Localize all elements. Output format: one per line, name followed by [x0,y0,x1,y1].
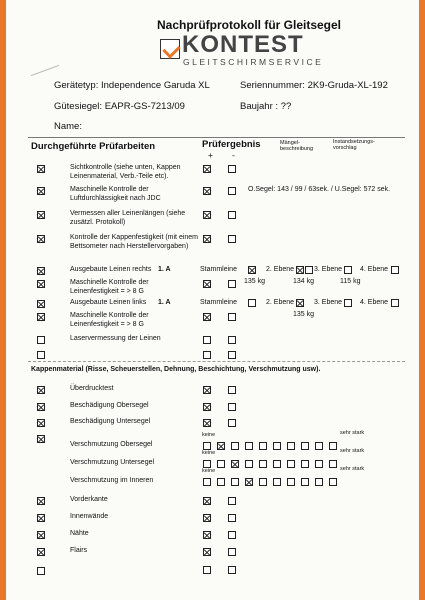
strength-left-label: Maschinelle Kontrolle der Leinenfestigkeit = > 8 G [70,312,149,328]
kappe-plus[interactable] [203,386,211,394]
kappe-label: Überdrucktest [70,385,114,392]
scale-checkbox[interactable] [315,442,323,450]
column-arbeiten: Durchgeführte Prüfarbeiten [31,141,156,152]
ebene3-check[interactable] [344,266,352,274]
strength-right-minus[interactable] [228,280,236,288]
ebene4-label: 4. Ebene [360,299,389,306]
scale-checkbox[interactable] [329,460,337,468]
kg-value: 115 kg [340,278,361,285]
bottom-minus[interactable] [228,531,236,539]
bottom-check[interactable] [37,514,45,522]
strength-left-check[interactable] [37,313,45,321]
check-sicht-left[interactable] [37,165,45,173]
scale-checkbox[interactable] [203,442,211,450]
check-kappe-plus[interactable] [203,235,211,243]
bottom-plus[interactable] [203,566,211,574]
geraetetyp: Gerätetyp: Independence Garuda XL [54,80,210,91]
scale-keine: keine [202,468,216,474]
ebene2-check[interactable] [296,266,304,274]
scale-checkbox[interactable] [231,460,239,468]
bottom-check[interactable] [37,548,45,556]
bottom-plus[interactable] [203,548,211,556]
stammleine-check[interactable] [248,299,256,307]
strength-right-plus[interactable] [203,280,211,288]
scale-checkbox[interactable] [245,478,253,486]
scale-keine: keine [202,432,216,438]
column-plus: + [208,150,213,160]
column-ergebnis: Prüfergebnis [202,139,261,150]
bottom-label: Vorderkante [70,496,108,503]
check-label: Maschinelle Kontrolle der Luftdurchlässigkeit nach JDC [70,186,161,202]
kontest-logo-icon [160,39,180,59]
check-kappe-left[interactable] [37,235,45,243]
check-verm-left[interactable] [37,211,45,219]
strength-right-check[interactable] [37,280,45,288]
scale-checkbox[interactable] [329,478,337,486]
lines-left-label: Ausgebaute Leinen links [70,299,147,306]
divider [28,137,405,138]
kg-value: 135 kg [293,311,315,318]
seriennummer: Seriennummer: 2K9-Gruda-XL-192 [240,80,388,91]
ebene3-label: 3. Ebene [314,266,343,273]
scale-checkbox[interactable] [217,442,225,450]
stammleine-check[interactable] [248,266,256,274]
bottom-label: Innenwände [70,513,109,520]
scale-checkbox[interactable] [203,478,211,486]
check-kappe-minus[interactable] [228,235,236,243]
verschmutzung-check[interactable] [37,435,45,443]
check-sicht-plus[interactable] [203,165,211,173]
strength-right-label: Maschinelle Kontrolle der Leinenfestigkeit = > 8 G [70,279,149,295]
check-luft-minus[interactable] [228,187,236,195]
scale-checkbox[interactable] [315,478,323,486]
kappe-check[interactable] [37,419,45,427]
bottom-minus[interactable] [228,548,236,556]
check-label: Vermessen aller Leinenlängen (siehe zusätzl. Protokoll) [70,210,186,226]
check-verm-minus[interactable] [228,211,236,219]
scale-checkbox[interactable] [301,460,309,468]
scale-checkbox[interactable] [203,460,211,468]
laser-label: Laservermessung der Leinen [70,335,161,342]
column-minus: - [232,150,235,160]
kappe-label: Beschädigung Untersegel [70,418,151,425]
scale-checkbox[interactable] [273,460,281,468]
lines-right-label: Ausgebaute Leinen rechts [70,266,152,273]
scale-row-label: Verschmutzung im Inneren [70,477,154,484]
scale-checkbox[interactable] [231,442,239,450]
bottom-label: Nähte [70,530,89,537]
check-sicht-minus[interactable] [228,165,236,173]
ebene2-check-b[interactable] [305,266,313,274]
column-maengel: Mängel- beschreibung [280,140,314,152]
empty-check[interactable] [37,351,45,359]
strength-left-plus[interactable] [203,313,211,321]
kappe-plus[interactable] [203,419,211,427]
scale-checkbox[interactable] [217,460,225,468]
brand-name: KONTEST [182,31,304,58]
check-luft-plus[interactable] [203,187,211,195]
scale-checkbox[interactable] [315,460,323,468]
kappe-minus[interactable] [228,419,236,427]
scale-sehr-stark: sehr stark [340,430,365,436]
check-label: Kontrolle der Kappenfestigkeit (mit einem Bettsometer nach Herstellervorgaben) [70,234,199,250]
bottom-minus[interactable] [228,514,236,522]
scale-checkbox[interactable] [259,478,267,486]
empty-minus[interactable] [228,351,236,359]
ebene2-check[interactable] [296,299,304,307]
bottom-minus[interactable] [228,497,236,505]
bottom-check[interactable] [37,567,45,575]
laser-minus[interactable] [228,336,236,344]
kappe-heading: Kappenmaterial (Risse, Scheuerstellen, Dehnung, Beschichtung, Verschmutzung usw). [31,366,321,373]
scale-checkbox[interactable] [287,460,295,468]
ebene4-check[interactable] [391,299,399,307]
kappe-label: Beschädigung Obersegel [70,402,149,409]
luft-note: O.Segel: 143 / 99 / 63sek. / U.Segel: 572 sek. [248,186,391,193]
scale-sehr-stark: sehr stark [340,466,365,472]
stammleine-label: Stammleine [200,299,237,306]
laser-plus[interactable] [203,336,211,344]
check-label: Sichtkontrolle (siehe unten, Kappen Leinenmaterial, Verb.-Teile etc). [70,164,181,180]
scale-checkbox[interactable] [231,478,239,486]
kg-value: 134 kg [293,278,315,285]
baujahr: Baujahr : ?? [240,101,292,112]
scale-checkbox[interactable] [287,478,295,486]
brand-subtitle: GLEITSCHIRMSERVICE [183,57,324,67]
column-instand: Instandsetzungs- vorschlag [333,139,375,151]
scale-checkbox[interactable] [273,442,281,450]
scale-checkbox[interactable] [301,478,309,486]
check-luft-left[interactable] [37,187,45,195]
empty-plus[interactable] [203,351,211,359]
ebene3-check[interactable] [344,299,352,307]
scale-row-label: Verschmutzung Untersegel [70,459,155,466]
lines-right-ebene: 1. A [158,266,171,273]
check-verm-plus[interactable] [203,211,211,219]
guetesiegel: Gütesiegel: EAPR-GS-7213/09 [54,101,185,112]
ebene3-label: 3. Ebene [314,299,343,306]
bottom-plus[interactable] [203,531,211,539]
bottom-check[interactable] [37,531,45,539]
document-title: Nachprüfprotokoll für Gleitsegel [157,18,342,32]
bottom-label: Flairs [70,547,88,554]
name-label: Name: [54,121,82,132]
scale-checkbox[interactable] [287,442,295,450]
kappe-check[interactable] [37,386,45,394]
scale-checkbox[interactable] [301,442,309,450]
ebene4-label: 4. Ebene [360,266,389,273]
bottom-check[interactable] [37,497,45,505]
kappe-minus[interactable] [228,403,236,411]
bottom-plus[interactable] [203,514,211,522]
scale-checkbox[interactable] [273,478,281,486]
kg-value: 135 kg [244,278,266,285]
kappe-minus[interactable] [228,386,236,394]
scale-checkbox[interactable] [259,460,267,468]
lines-left-check[interactable] [37,300,45,308]
scale-keine: keine [202,450,216,456]
scale-checkbox[interactable] [245,460,253,468]
laser-check[interactable] [37,336,45,344]
kappe-check[interactable] [37,403,45,411]
ebene2-label: 2. Ebene [266,266,295,273]
scale-checkbox[interactable] [245,442,253,450]
scale-checkbox[interactable] [217,478,225,486]
scale-row-label: Verschmutzung Obersegel [70,441,153,448]
scale-checkbox[interactable] [259,442,267,450]
lines-left-ebene: 1. A [158,299,171,306]
lines-right-check[interactable] [37,267,45,275]
scale-checkbox[interactable] [329,442,337,450]
stammleine-label: Stammleine [200,266,237,273]
brand-logo-text [182,31,304,59]
strength-left-minus[interactable] [228,313,236,321]
ebene4-check[interactable] [391,266,399,274]
bottom-minus[interactable] [228,566,236,574]
kappe-plus[interactable] [203,403,211,411]
divider [28,361,405,362]
bottom-plus[interactable] [203,497,211,505]
scale-sehr-stark: sehr stark [340,448,365,454]
ebene2-label: 2. Ebene [266,299,295,306]
